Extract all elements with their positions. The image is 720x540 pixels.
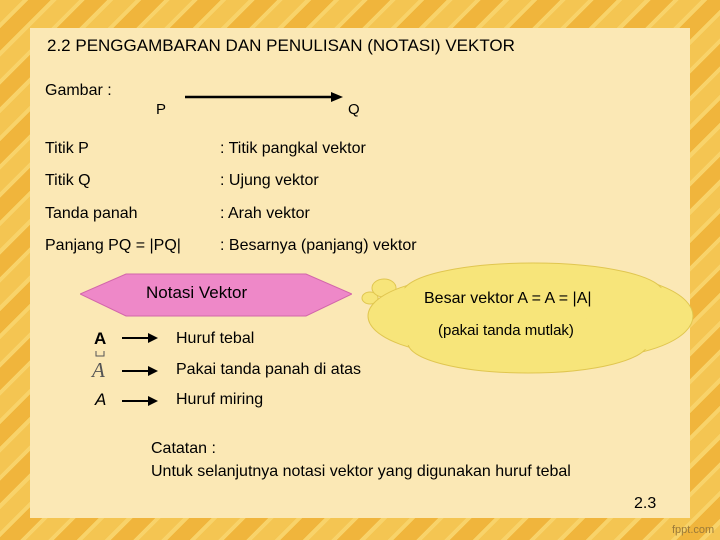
small-arrow-mark <box>94 350 106 358</box>
note-heading: Catatan : <box>151 440 216 457</box>
callout-line-2: (pakai tanda mutlak) <box>438 322 574 339</box>
notation-desc: Huruf tebal <box>176 330 255 347</box>
notation-desc: Pakai tanda panah di atas <box>176 361 362 378</box>
slide-title: 2.2 PENGGAMBARAN DAN PENULISAN (NOTASI) VEKTOR <box>47 36 515 55</box>
point-p-label: P <box>156 101 167 118</box>
definition-term: Tanda panah <box>45 205 138 222</box>
definition-term: Panjang PQ = |PQ| <box>45 237 181 254</box>
callout-cloud <box>358 258 698 378</box>
callout-line-1: Besar vektor A = A = |A| <box>424 290 592 307</box>
notation-arrow <box>122 332 158 344</box>
arrow-symbol: A <box>92 358 105 382</box>
definition-desc: : Titik pangkal vektor <box>220 140 366 157</box>
page-number: 2.3 <box>634 495 657 512</box>
vector-pq-arrow <box>185 90 345 104</box>
point-q-label: Q <box>348 101 360 118</box>
definition-desc: : Besarnya (panjang) vektor <box>220 237 417 254</box>
definition-term: Titik Q <box>45 172 91 189</box>
definition-term: Titik P <box>45 140 89 157</box>
figure-label: Gambar : <box>45 82 112 99</box>
definition-desc: : Ujung vektor <box>220 172 319 189</box>
notation-desc: Huruf miring <box>176 391 264 408</box>
italic-symbol: A <box>95 390 107 409</box>
definition-desc: : Arah vektor <box>220 205 310 222</box>
notation-arrow <box>122 365 158 377</box>
bold-symbol: A <box>94 329 107 348</box>
notation-arrow <box>122 395 158 407</box>
notation-heading: Notasi Vektor <box>146 283 248 302</box>
watermark: fppt.com <box>672 524 715 536</box>
note-body: Untuk selanjutnya notasi vektor yang digunakan huruf tebal <box>151 463 571 480</box>
